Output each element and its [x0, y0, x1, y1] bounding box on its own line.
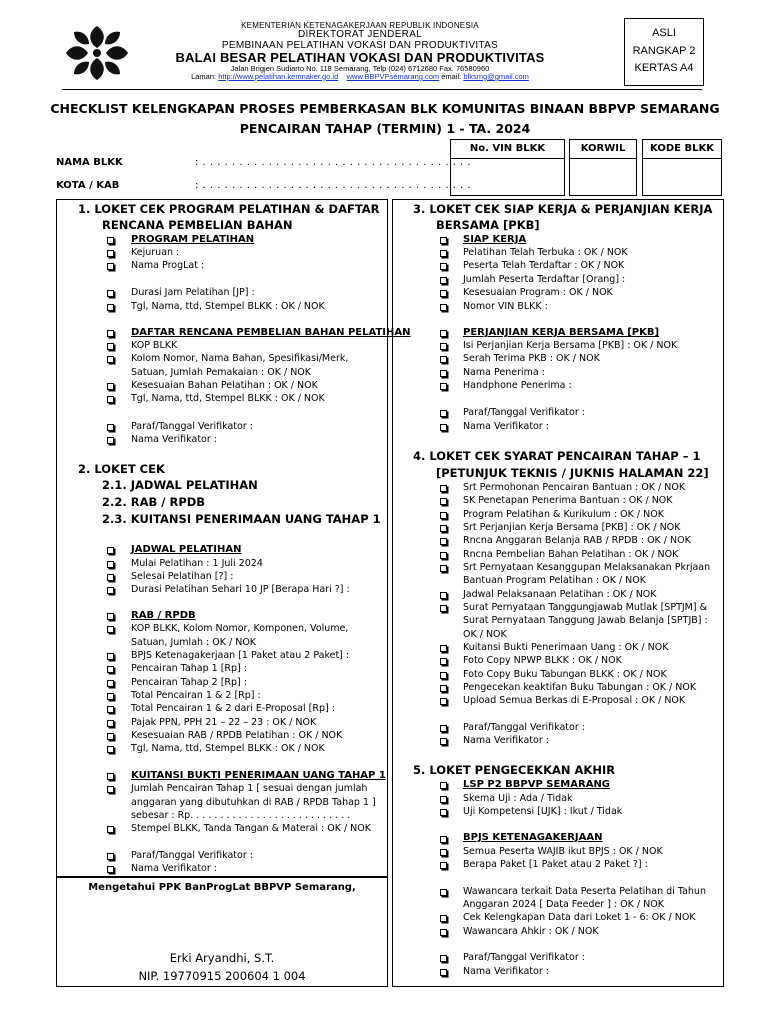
list-item: Handphone Penerima : [463, 380, 572, 391]
verif-nama: Nama Verifikator : [463, 421, 549, 432]
checkbox-icon[interactable] [107, 746, 114, 753]
checkbox-icon[interactable] [107, 383, 114, 390]
checkbox-icon[interactable] [107, 561, 114, 568]
list-item: Pencairan Tahap 1 [Rp] : [131, 663, 247, 674]
verif-paraf: Paraf/Tanggal Verifikator : [463, 952, 585, 963]
title-line-1: CHECKLIST KELENGKAPAN PROSES PEMBERKASAN BLK KOMUNITAS BINAAN BBPVP SEMARANG [50, 101, 720, 116]
list-item: Total Pencairan 1 & 2 [Rp] : [131, 690, 261, 701]
document-title [40, 99, 730, 139]
lsp-title: LSP P2 BBPVP SEMARANG [463, 779, 611, 790]
list-item: Peserta Telah Terdaftar : OK / NOK [463, 260, 625, 271]
list-item: Surat Pernyataan Tanggungjawab Mutlak [SPTJM] & [463, 602, 708, 613]
list-item: Wawancara Ahkir : OK / NOK [463, 926, 599, 937]
kode-header: KODE BLKK [650, 143, 714, 154]
list-item: Semua Peserta WAJIB ikut BPJS : OK / NOK [463, 846, 663, 857]
list-item: Uji Kompetensi [UJK] : Ikut / Tidak [463, 806, 623, 817]
website-link-1[interactable]: http://www.pelatihan.kemnaker.go.id [218, 71, 339, 81]
verif-nama: Nama Verifikator : [463, 966, 549, 977]
checkbox-icon[interactable] [440, 592, 447, 599]
list-item: Srt Perjanjian Kerja Bersama [PKB] : OK / NOK [463, 522, 681, 533]
list-item: Kesesuaian Program : OK / NOK [463, 287, 613, 298]
checkbox-icon[interactable] [440, 330, 447, 337]
checkbox-icon[interactable] [440, 552, 447, 559]
checkbox-icon[interactable] [107, 773, 114, 780]
section-4-heading: 4. LOKET CEK SYARAT PENCAIRAN TAHAP – 1 [413, 449, 701, 463]
laman-prefix: Laman: [191, 71, 219, 81]
section-2-3: 2.3. KUITANSI PENERIMAAN UANG TAHAP 1 [102, 512, 381, 526]
checkbox-icon[interactable] [107, 547, 114, 554]
verif-paraf: Paraf/Tanggal Verifikator : [131, 421, 253, 432]
section-4-heading-cont: [PETUNJUK TEKNIS / JUKNIS HALAMAN 22] [436, 466, 709, 480]
list-item: Kejuruan : [131, 247, 180, 258]
list-item: KOP BLKK, Kolom Nomor, Komponen, Volume, [131, 623, 349, 634]
checkbox-icon[interactable] [107, 343, 114, 350]
list-item: BPJS Ketenagakerjaan [1 Paket atau 2 Paket] : [131, 650, 350, 661]
checkbox-icon[interactable] [440, 356, 447, 363]
checkbox-icon[interactable] [440, 250, 447, 257]
institution-name: BALAI BESAR PELATIHAN VOKASI DAN PRODUKTIVITAS [175, 50, 545, 66]
status-kertas: KERTAS A4 [634, 62, 694, 75]
checkbox-icon[interactable] [440, 290, 447, 297]
checkbox-icon[interactable] [440, 836, 447, 843]
division-name: PEMBINAAN PELATIHAN VOKASI DAN PRODUKTIVITAS [221, 39, 499, 51]
list-item: Foto Copy NPWP BLKK : OK / NOK [463, 655, 622, 666]
rab-rpdb-title: RAB / RPDB [131, 610, 196, 621]
kota-kab-dots[interactable]: : . . . . . . . . . . . . . . . . . . . . . . . . . . . . . . . . . . . . . [195, 180, 472, 191]
checkbox-icon[interactable] [107, 330, 114, 337]
ppk-name: Erki Aryandhi, S.T. [169, 951, 275, 965]
ministry-name: KEMENTERIAN KETENAGAKERJAAN REPUBLIK INDONESIA [241, 21, 479, 30]
verif-paraf: Paraf/Tanggal Verifikator : [463, 407, 585, 418]
status-rangkap: RANGKAP 2 [632, 44, 696, 57]
directorate-name: DIREKTORAT JENDERAL [297, 29, 423, 41]
verif-paraf: Paraf/Tanggal Verifikator : [463, 722, 585, 733]
list-item: Jadwal Pelaksanaan Pelatihan : OK / NOK [463, 589, 657, 600]
website-link-2[interactable]: www.BBPVPsemarang.com [346, 71, 440, 81]
checkbox-icon[interactable] [440, 383, 447, 390]
bpjs-title: BPJS KETENAGAKERJAAN [463, 832, 603, 843]
list-item: Upload Semua Berkas di E-Proposal : OK / NOK [463, 695, 686, 706]
checkbox-icon[interactable] [440, 370, 447, 377]
list-item-cont: anggaran yang dibutuhkan di RAB / RPDB Tahap 1 ] [131, 797, 376, 808]
checkbox-icon[interactable] [440, 498, 447, 505]
checkbox-icon[interactable] [440, 862, 447, 869]
checkbox-icon[interactable] [440, 304, 447, 311]
list-item-cont: Satuan, Jumlah : OK / NOK [131, 637, 257, 648]
list-item: Kesesuaian RAB / RPDB Pelatihan : OK / NOK [131, 730, 343, 741]
checkbox-icon[interactable] [440, 565, 447, 572]
address: Jalan Brigjen Sudiarto No. 118 Semarang, Telp (024) 6712680 Fax. 76580960 [230, 64, 490, 74]
list-item: Isi Perjanjian Kerja Bersama [PKB] : OK / NOK [463, 340, 678, 351]
checkbox-icon[interactable] [440, 915, 447, 922]
list-item-cont: Surat Pernyataan Tanggung Jawab Belanja [SPTJB] : [463, 615, 708, 626]
list-item: Durasi Jam Pelatihan [JP] : [131, 287, 255, 298]
list-item: Nama ProgLat : [131, 260, 205, 271]
list-item-cont: Anggaran 2024 [ Data Feeder ] : OK / NOK [463, 899, 664, 910]
checkbox-icon[interactable] [440, 263, 447, 270]
checkbox-icon[interactable] [440, 424, 447, 431]
status-asli: ASLI [652, 27, 676, 39]
verif-paraf: Paraf/Tanggal Verifikator : [131, 850, 253, 861]
verif-nama: Nama Verifikator : [463, 735, 549, 746]
list-item: Program Pelatihan & Kurikulum : OK / NOK [463, 509, 664, 520]
section-1-heading: 1. LOKET CEK PROGRAM PELATIHAN & DAFTAR [78, 202, 380, 216]
checkbox-icon[interactable] [107, 424, 114, 431]
kemnaker-logo [62, 22, 132, 84]
list-item: Pengecekan keaktifan Buku Tabungan : OK / NOK [463, 682, 697, 693]
list-item: Cek Kelengkapan Data dari Loket 1 - 6: OK / NOK [463, 912, 696, 923]
checkbox-icon[interactable] [107, 250, 114, 257]
ppk-nip: NIP. 19770915 200604 1 004 [138, 969, 306, 983]
checkbox-icon[interactable] [440, 672, 447, 679]
kuitansi-title: KUITANSI BUKTI PENERIMAAN UANG TAHAP 1 [131, 770, 386, 781]
list-item: Stempel BLKK, Tanda Tangan & Materai : OK / NOK [131, 823, 371, 834]
checkbox-icon[interactable] [107, 706, 114, 713]
checkbox-icon[interactable] [107, 237, 114, 244]
email-link[interactable]: blksmg@gmail.com [463, 71, 529, 81]
checkbox-icon[interactable] [107, 693, 114, 700]
contact-line [150, 73, 570, 81]
checkbox-icon[interactable] [440, 343, 447, 350]
checkbox-icon[interactable] [440, 512, 447, 519]
list-item: SK Penetapan Penerima Bantuan : OK / NOK [463, 495, 673, 506]
checkbox-icon[interactable] [107, 826, 114, 833]
list-item: Nomor VIN BLKK : [463, 301, 548, 312]
list-item: Kesesuaian Bahan Pelatihan : OK / NOK [131, 380, 318, 391]
list-item: Tgl, Nama, ttd, Stempel BLKK : OK / NOK [131, 743, 325, 754]
checkbox-icon[interactable] [440, 725, 447, 732]
checkbox-icon[interactable] [107, 356, 114, 363]
title-line-2: PENCAIRAN TAHAP (TERMIN) 1 - TA. 2024 [239, 121, 531, 136]
checkbox-icon[interactable] [107, 396, 114, 403]
checkbox-icon[interactable] [440, 955, 447, 962]
list-item: Rncna Pembelian Bahan Pelatihan : OK / NOK [463, 549, 679, 560]
ppk-signature-box [56, 877, 388, 987]
checkbox-icon[interactable] [440, 685, 447, 692]
checkbox-icon[interactable] [107, 263, 114, 270]
list-item: Pajak PPN, PPH 21 – 22 – 23 : OK / NOK [131, 717, 317, 728]
list-item-cont: sebesar : Rp. . . . . . . . . . . . . . . . . . . . . . . . . . . [131, 810, 351, 821]
section-3-heading: 3. LOKET CEK SIAP KERJA & PERJANJIAN KERJA [413, 202, 713, 216]
checkbox-icon[interactable] [440, 485, 447, 492]
list-item: Pelatihan Telah Terbuka : OK / NOK [463, 247, 628, 258]
list-item: Jumlah Peserta Terdaftar [Orang] : [463, 274, 626, 285]
list-item-cont: Satuan, Jumlah Pemakaian : OK / NOK [131, 367, 312, 378]
list-item: Serah Terima PKB : OK / NOK [463, 353, 600, 364]
checkbox-icon[interactable] [107, 666, 114, 673]
list-item: Wawancara terkait Data Peserta Pelatihan di Tahun [463, 886, 706, 897]
checkbox-icon[interactable] [440, 969, 447, 976]
korwil-header: KORWIL [580, 143, 626, 154]
kota-kab-label: KOTA / KAB [56, 180, 120, 191]
checkbox-icon[interactable] [440, 605, 447, 612]
checkbox-icon[interactable] [440, 237, 447, 244]
copy-status-box [624, 18, 704, 86]
checkbox-icon[interactable] [107, 613, 114, 620]
checkbox-icon[interactable] [107, 290, 114, 297]
section-5-heading: 5. LOKET PENGECEKKAN AKHIR [413, 763, 616, 777]
pkb-title: PERJANJIAN KERJA BERSAMA [PKB] [463, 327, 660, 338]
list-item-cont: OK / NOK [463, 629, 507, 640]
section-2-2: 2.2. RAB / RPDB [102, 495, 206, 509]
checkbox-icon[interactable] [107, 437, 114, 444]
list-item: Durasi Pelatihan Sehari 10 JP [Berapa Hari ?] : [131, 584, 350, 595]
checkbox-icon[interactable] [107, 853, 114, 860]
checkbox-icon[interactable] [440, 525, 447, 532]
list-item: Skema Uji : Ada / Tidak [463, 793, 573, 804]
list-item: Foto Copy Buku Tabungan BLKK : OK / NOK [463, 669, 667, 680]
list-item: Total Pencairan 1 & 2 dari E-Proposal [Rp] : [131, 703, 335, 714]
nama-blkk-label: NAMA BLKK [56, 157, 123, 168]
checkbox-icon[interactable] [440, 796, 447, 803]
checkbox-icon[interactable] [107, 653, 114, 660]
letterhead [150, 22, 570, 81]
list-item: Rncna Anggaran Belanja RAB / RPDB : OK / NOK [463, 535, 691, 546]
ppk-title: Mengetahui PPK BanProgLat BBPVP Semarang, [88, 882, 356, 893]
checkbox-icon[interactable] [440, 658, 447, 665]
checkbox-icon[interactable] [107, 720, 114, 727]
verif-nama: Nama Verifikator : [131, 863, 217, 874]
list-item: Kolom Nomor, Nama Bahan, Spesifikasi/Merk, [131, 353, 349, 364]
list-item-cont: Bantuan Program Pelatihan : OK / NOK [463, 575, 646, 586]
checkbox-icon[interactable] [440, 645, 447, 652]
checkbox-icon[interactable] [440, 738, 447, 745]
nama-blkk-dots[interactable]: : . . . . . . . . . . . . . . . . . . . . . . . . . . . . . . . . . . . . . [195, 157, 472, 168]
checkbox-icon[interactable] [440, 889, 447, 896]
section-2-1: 2.1. JADWAL PELATIHAN [102, 478, 258, 492]
list-item: KOP BLKK [131, 340, 178, 351]
list-item: Mulai Pelatihan : 1 Juli 2024 [131, 558, 263, 569]
list-item: Tgl, Nama, ttd, Stempel BLKK : OK / NOK [131, 301, 325, 312]
checkbox-icon[interactable] [107, 680, 114, 687]
list-item: Kuitansi Bukti Penerimaan Uang : OK / NOK [463, 642, 669, 653]
checkbox-icon[interactable] [107, 626, 114, 633]
letterhead-divider [62, 89, 702, 90]
checkbox-icon[interactable] [107, 786, 114, 793]
checkbox-icon[interactable] [107, 574, 114, 581]
siap-kerja-title: SIAP KERJA [463, 234, 527, 245]
program-pelatihan-title: PROGRAM PELATIHAN [131, 234, 255, 245]
checkbox-icon[interactable] [440, 929, 447, 936]
daftar-rencana-title: DAFTAR RENCANA PEMBELIAN BAHAN PELATIHAN [131, 327, 411, 338]
jadwal-pelatihan-title: JADWAL PELATIHAN [131, 544, 242, 555]
checkbox-icon[interactable] [440, 698, 447, 705]
checkbox-icon[interactable] [440, 809, 447, 816]
list-item: Pencairan Tahap 2 [Rp] : [131, 677, 247, 688]
checkbox-icon[interactable] [440, 538, 447, 545]
list-item: Tgl, Nama, ttd, Stempel BLKK : OK / NOK [131, 393, 325, 404]
checkbox-icon[interactable] [107, 866, 114, 873]
list-item: Srt Pernyataan Kesanggupan Melaksanakan Pkrjaan [463, 562, 711, 573]
checkbox-icon[interactable] [440, 277, 447, 284]
email-prefix: email: [439, 71, 464, 81]
section-2-heading: 2. LOKET CEK [78, 462, 165, 476]
list-item: Jumlah Pencairan Tahap 1 [ sesuai dengan jumlah [131, 783, 368, 794]
checkbox-icon[interactable] [107, 304, 114, 311]
list-item: Selesai Pelatihan [?] : [131, 571, 234, 582]
vin-header: No. VIN BLKK [469, 143, 546, 154]
checkbox-icon[interactable] [107, 733, 114, 740]
section-1-heading-cont: RENCANA PEMBELIAN BAHAN [102, 218, 293, 232]
checkbox-icon[interactable] [107, 587, 114, 594]
list-item: Berapa Paket [1 Paket atau 2 Paket ?] : [463, 859, 648, 870]
verif-nama: Nama Verifikator : [131, 434, 217, 445]
list-item: Srt Permohonan Pencairan Bantuan : OK / NOK [463, 482, 686, 493]
list-item: Nama Penerima : [463, 367, 545, 378]
section-3-heading-cont: BERSAMA [PKB] [436, 218, 540, 232]
checkbox-icon[interactable] [440, 782, 447, 789]
checkbox-icon[interactable] [440, 849, 447, 856]
checkbox-icon[interactable] [440, 410, 447, 417]
